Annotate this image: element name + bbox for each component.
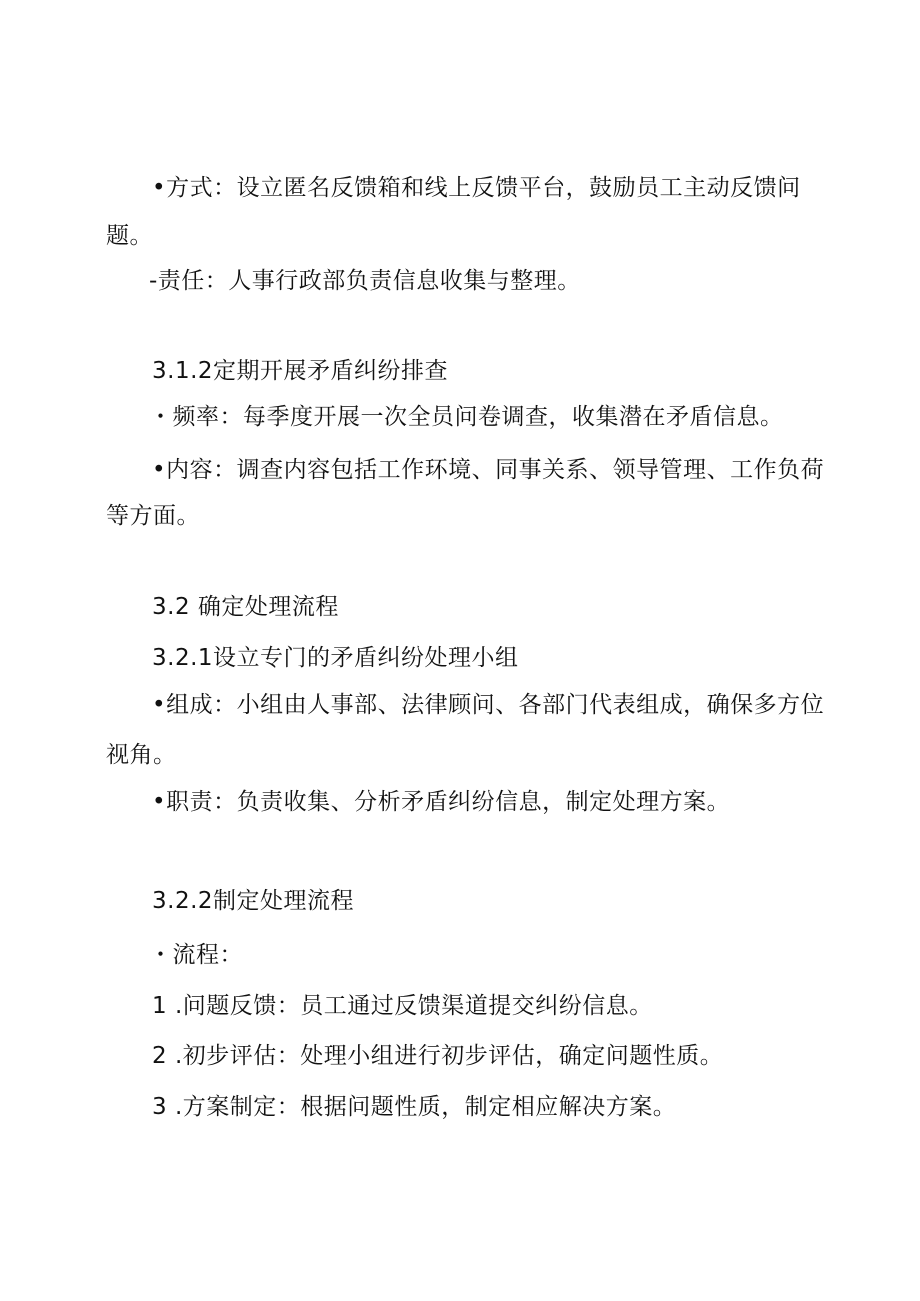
process-step-3: 3 .方案制定：根据问题性质，制定相应解决方案。 — [152, 1094, 677, 1120]
section-heading-3-2-2: 3.2.2制定处理流程 — [152, 888, 355, 914]
composition-line: •组成：小组由人事部、法律顾问、各部门代表组成，确保多方位 — [152, 692, 825, 718]
process-step-2: 2 .初步评估：处理小组进行初步评估，确定问题性质。 — [152, 1043, 724, 1069]
section-heading-3-2-1: 3.2.1设立专门的矛盾纠纷处理小组 — [152, 645, 519, 671]
section-heading-3-1-2: 3.1.2定期开展矛盾纠纷排查 — [152, 358, 449, 384]
responsibility-line: -责任：人事行政部负责信息收集与整理。 — [149, 268, 581, 294]
process-step-1: 1 .问题反馈：员工通过反馈渠道提交纠纷信息。 — [152, 993, 653, 1019]
process-label: ・流程： — [149, 942, 243, 968]
content-line: •内容：调查内容包括工作环境、同事关系、领导管理、工作负荷 — [152, 457, 825, 483]
feedback-method-line: •方式：设立匿名反馈箱和线上反馈平台，鼓励员工主动反馈问 — [152, 175, 801, 201]
composition-continuation: 视角。 — [106, 742, 177, 768]
duties-line: •职责：负责收集、分析矛盾纠纷信息，制定处理方案。 — [152, 789, 731, 815]
section-heading-3-2: 3.2 确定处理流程 — [152, 594, 339, 620]
feedback-method-continuation: 题。 — [106, 223, 153, 249]
content-continuation: 等方面。 — [106, 503, 200, 529]
frequency-line: ・频率：每季度开展一次全员问卷调查，收集潜在矛盾信息。 — [149, 404, 784, 430]
